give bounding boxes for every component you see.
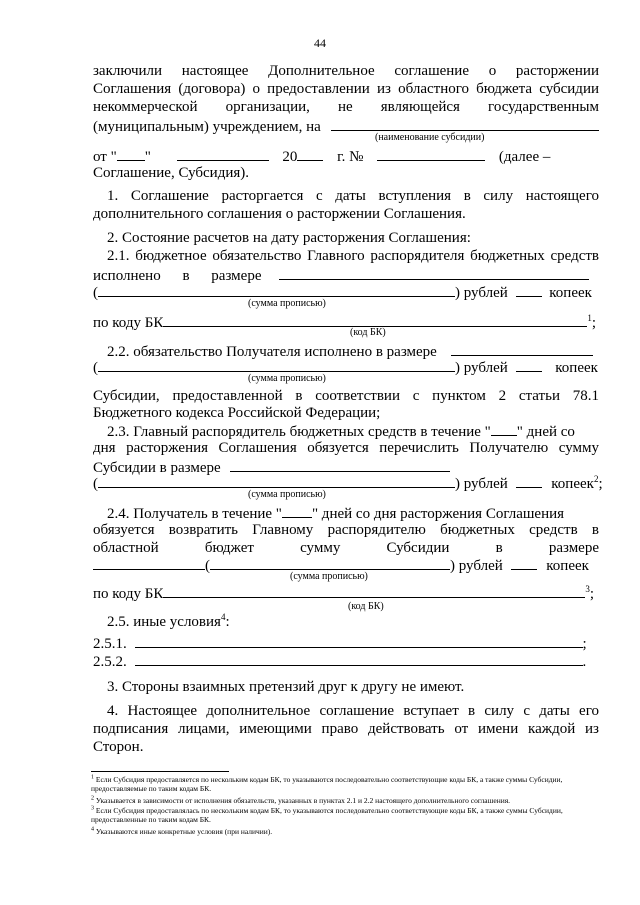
caption-words-3: (сумма прописью)	[248, 489, 326, 500]
caption-subsidy-name: (наименование субсидии)	[375, 132, 485, 143]
s22-kopecks-field[interactable]	[516, 358, 542, 372]
s22-amount-field[interactable]	[451, 342, 593, 356]
intro-line-3: некоммерческой организации, не являющейся государственным	[93, 99, 599, 115]
s252-label: 2.5.2.	[93, 654, 127, 670]
subsidy-name-field[interactable]	[331, 117, 599, 131]
caption-kbk-1: (код БК)	[350, 327, 386, 338]
s23-line-1	[107, 422, 613, 441]
from-label: от "	[93, 149, 117, 165]
s25-text: 2.5. иные условия	[107, 614, 221, 630]
intro-line-5	[93, 147, 599, 166]
intro-line-2: Соглашения (договора) о предоставлении из областного бюджета субсидии	[93, 81, 599, 97]
s22-line-1-text: 2.2. обязательство Получателя исполнено в размере	[107, 344, 437, 360]
p4-line-1: 4. Настоящее дополнительное соглашение вступает в силу с даты его	[107, 703, 599, 719]
s21-words-field[interactable]	[98, 283, 455, 297]
footnote-separator	[91, 771, 229, 772]
intro-line-4	[93, 117, 599, 136]
kopecks-label: копеек	[546, 558, 589, 574]
year-prefix: 20	[282, 149, 298, 165]
s251-field[interactable]	[135, 634, 583, 648]
s24-kopecks-field[interactable]	[511, 556, 537, 570]
kopecks-label: копеек	[555, 360, 598, 376]
s251-label: 2.5.1.	[93, 636, 127, 652]
s23-words-field[interactable]	[98, 474, 455, 488]
quote-close: "	[144, 149, 151, 165]
s252-line: 2.5.2. .	[93, 654, 587, 670]
s22-line-2: ( ) рублей копеек	[93, 360, 598, 376]
kopecks-label: копеек	[549, 285, 592, 301]
intro-line-4-text: (муниципальным) учреждением, на	[93, 119, 321, 135]
rubles-label: ) рублей	[455, 476, 508, 492]
s251-line: 2.5.1. ;	[93, 636, 587, 652]
s21-kbk-line: по коду БК $^1$;	[93, 313, 597, 331]
s21-amount-field[interactable]	[279, 266, 589, 280]
s23-line-1-text: 2.3. Главный распорядитель бюджетных средств в течение "	[107, 424, 491, 440]
footnote-4-text: Указываются иные конкретные условия (при наличии).	[95, 827, 273, 836]
s23-days-field[interactable]	[491, 422, 517, 436]
s22-line-3: Субсидии, предоставленной в соответствии с пунктом 2 статьи 78.1	[93, 388, 599, 404]
s23-line-3-text: Субсидии в размере	[93, 460, 221, 476]
footnote-4: $^4$ Указываются иные конкретные условия (при наличии).	[91, 826, 273, 836]
footnote-1-text: Если Субсидия предоставляется по нескольким кодам БК, то указываются последовательно соответствующие коды БК, а также суммы Субсидии, предоставляемые по таким кодам БК.	[91, 775, 563, 793]
s24-line-4: ( ) рублей копеек	[93, 556, 599, 575]
s24-line-3: областной бюджет сумму Субсидии в размере	[93, 540, 599, 556]
p3-line: 3. Стороны взаимных претензий друг к другу не имеют.	[107, 679, 465, 695]
s21-line-1: 2.1. бюджетное обязательство Главного распорядителя бюджетных средств	[107, 248, 599, 264]
s24-kbk-field[interactable]	[163, 584, 585, 598]
s24-words-field[interactable]	[210, 556, 450, 570]
s24-line-2: обязуется возвратить Главному распорядителю бюджетных средств в	[93, 522, 599, 538]
s24-line-1	[107, 504, 613, 523]
caption-words-2: (сумма прописью)	[248, 373, 326, 384]
p2-heading: 2. Состояние расчетов на дату расторжения Соглашения:	[107, 230, 471, 246]
s23-line-4: ( ) рублей копеек$^2$;	[93, 474, 603, 492]
s21-line-2-text: исполнено в размере	[93, 268, 262, 284]
p4-line-2: подписания лицами, имеющими право действовать от имени каждой из	[93, 721, 599, 737]
intro-line-1: заключили настоящее Дополнительное соглашение о расторжении	[93, 63, 599, 79]
footnote-3: $^3$ Если Субсидия предоставлялась по нескольким кодам БК, то указываются последовательно соответствующие коды БК, а также суммы Субсидии, предоставленные по таким кодам БК.	[91, 805, 563, 824]
agreement-number-field[interactable]	[377, 147, 485, 161]
caption-words-1: (сумма прописью)	[248, 298, 326, 309]
footnote-3-text: Если Субсидия предоставлялась по нескольким кодам БК, то указываются последовательно соответствующие коды БК, а также суммы Субсидии, предоставленные по таким кодам БК.	[91, 806, 563, 824]
p4-line-3: Сторон.	[93, 739, 144, 755]
s21-line-3: ( ) рублей копеек	[93, 285, 592, 301]
day-field[interactable]	[117, 147, 145, 161]
footnote-1: $^1$ Если Субсидия предоставляется по нескольким кодам БК, то указываются последовательно соответствующие коды БК, а также суммы Субсидии, предоставляемые по таким кодам БК.	[91, 774, 563, 793]
intro-line-5-tail: (далее –	[498, 149, 551, 165]
s24-days-field[interactable]	[282, 504, 312, 518]
caption-words-4: (сумма прописью)	[290, 571, 368, 582]
rubles-label: ) рублей	[455, 360, 508, 376]
by-kbk-label: по коду БК	[93, 586, 164, 602]
p1-line-1: 1. Соглашение расторгается с даты вступления в силу настоящего	[107, 188, 599, 204]
by-kbk-label: по коду БК	[93, 315, 164, 331]
page-number: 44	[314, 36, 326, 50]
kopecks-label: копеек	[551, 476, 594, 492]
footnote-2: $^2$ Указывается в зависимости от исполнения обязательств, указанных в пунктах 2.1 и 2.2 настоящего дополнительного соглашения.	[91, 795, 511, 805]
year-field[interactable]	[297, 147, 323, 161]
s25-line: 2.5. иные условия$^4$:	[107, 612, 230, 630]
s22-line-4: Бюджетного кодекса Российской Федерации;	[93, 405, 381, 421]
s24-kbk-line: по коду БК $^3$;	[93, 584, 595, 602]
s24-amount-field[interactable]	[93, 556, 205, 570]
g-number-label: г. №	[337, 149, 364, 165]
p1-line-2: дополнительного соглашения о расторжении Соглашения.	[93, 206, 466, 222]
month-field[interactable]	[177, 147, 269, 161]
rubles-label: ) рублей	[455, 285, 508, 301]
s22-words-field[interactable]	[98, 358, 455, 372]
caption-kbk-2: (код БК)	[348, 601, 384, 612]
s21-kbk-field[interactable]	[163, 313, 587, 327]
s21-kopecks-field[interactable]	[516, 283, 542, 297]
s23-line-1-tail: " дней со	[516, 424, 575, 440]
s24-line-1-tail: " дней со дня расторжения Соглашения	[311, 506, 565, 522]
s23-kopecks-field[interactable]	[516, 474, 542, 488]
footnote-2-text: Указывается в зависимости от исполнения обязательств, указанных в пунктах 2.1 и 2.2 настоящего дополнительного соглашения.	[95, 796, 511, 805]
s24-line-1-text: 2.4. Получатель в течение "	[107, 506, 282, 522]
rubles-label: ) рублей	[450, 558, 503, 574]
intro-line-6: Соглашение, Субсидия).	[93, 165, 250, 181]
s252-field[interactable]	[135, 652, 583, 666]
s23-line-2: дня расторжения Соглашения обязуется перечислить Получателю сумму	[93, 440, 599, 456]
s23-amount-field[interactable]	[230, 458, 450, 472]
